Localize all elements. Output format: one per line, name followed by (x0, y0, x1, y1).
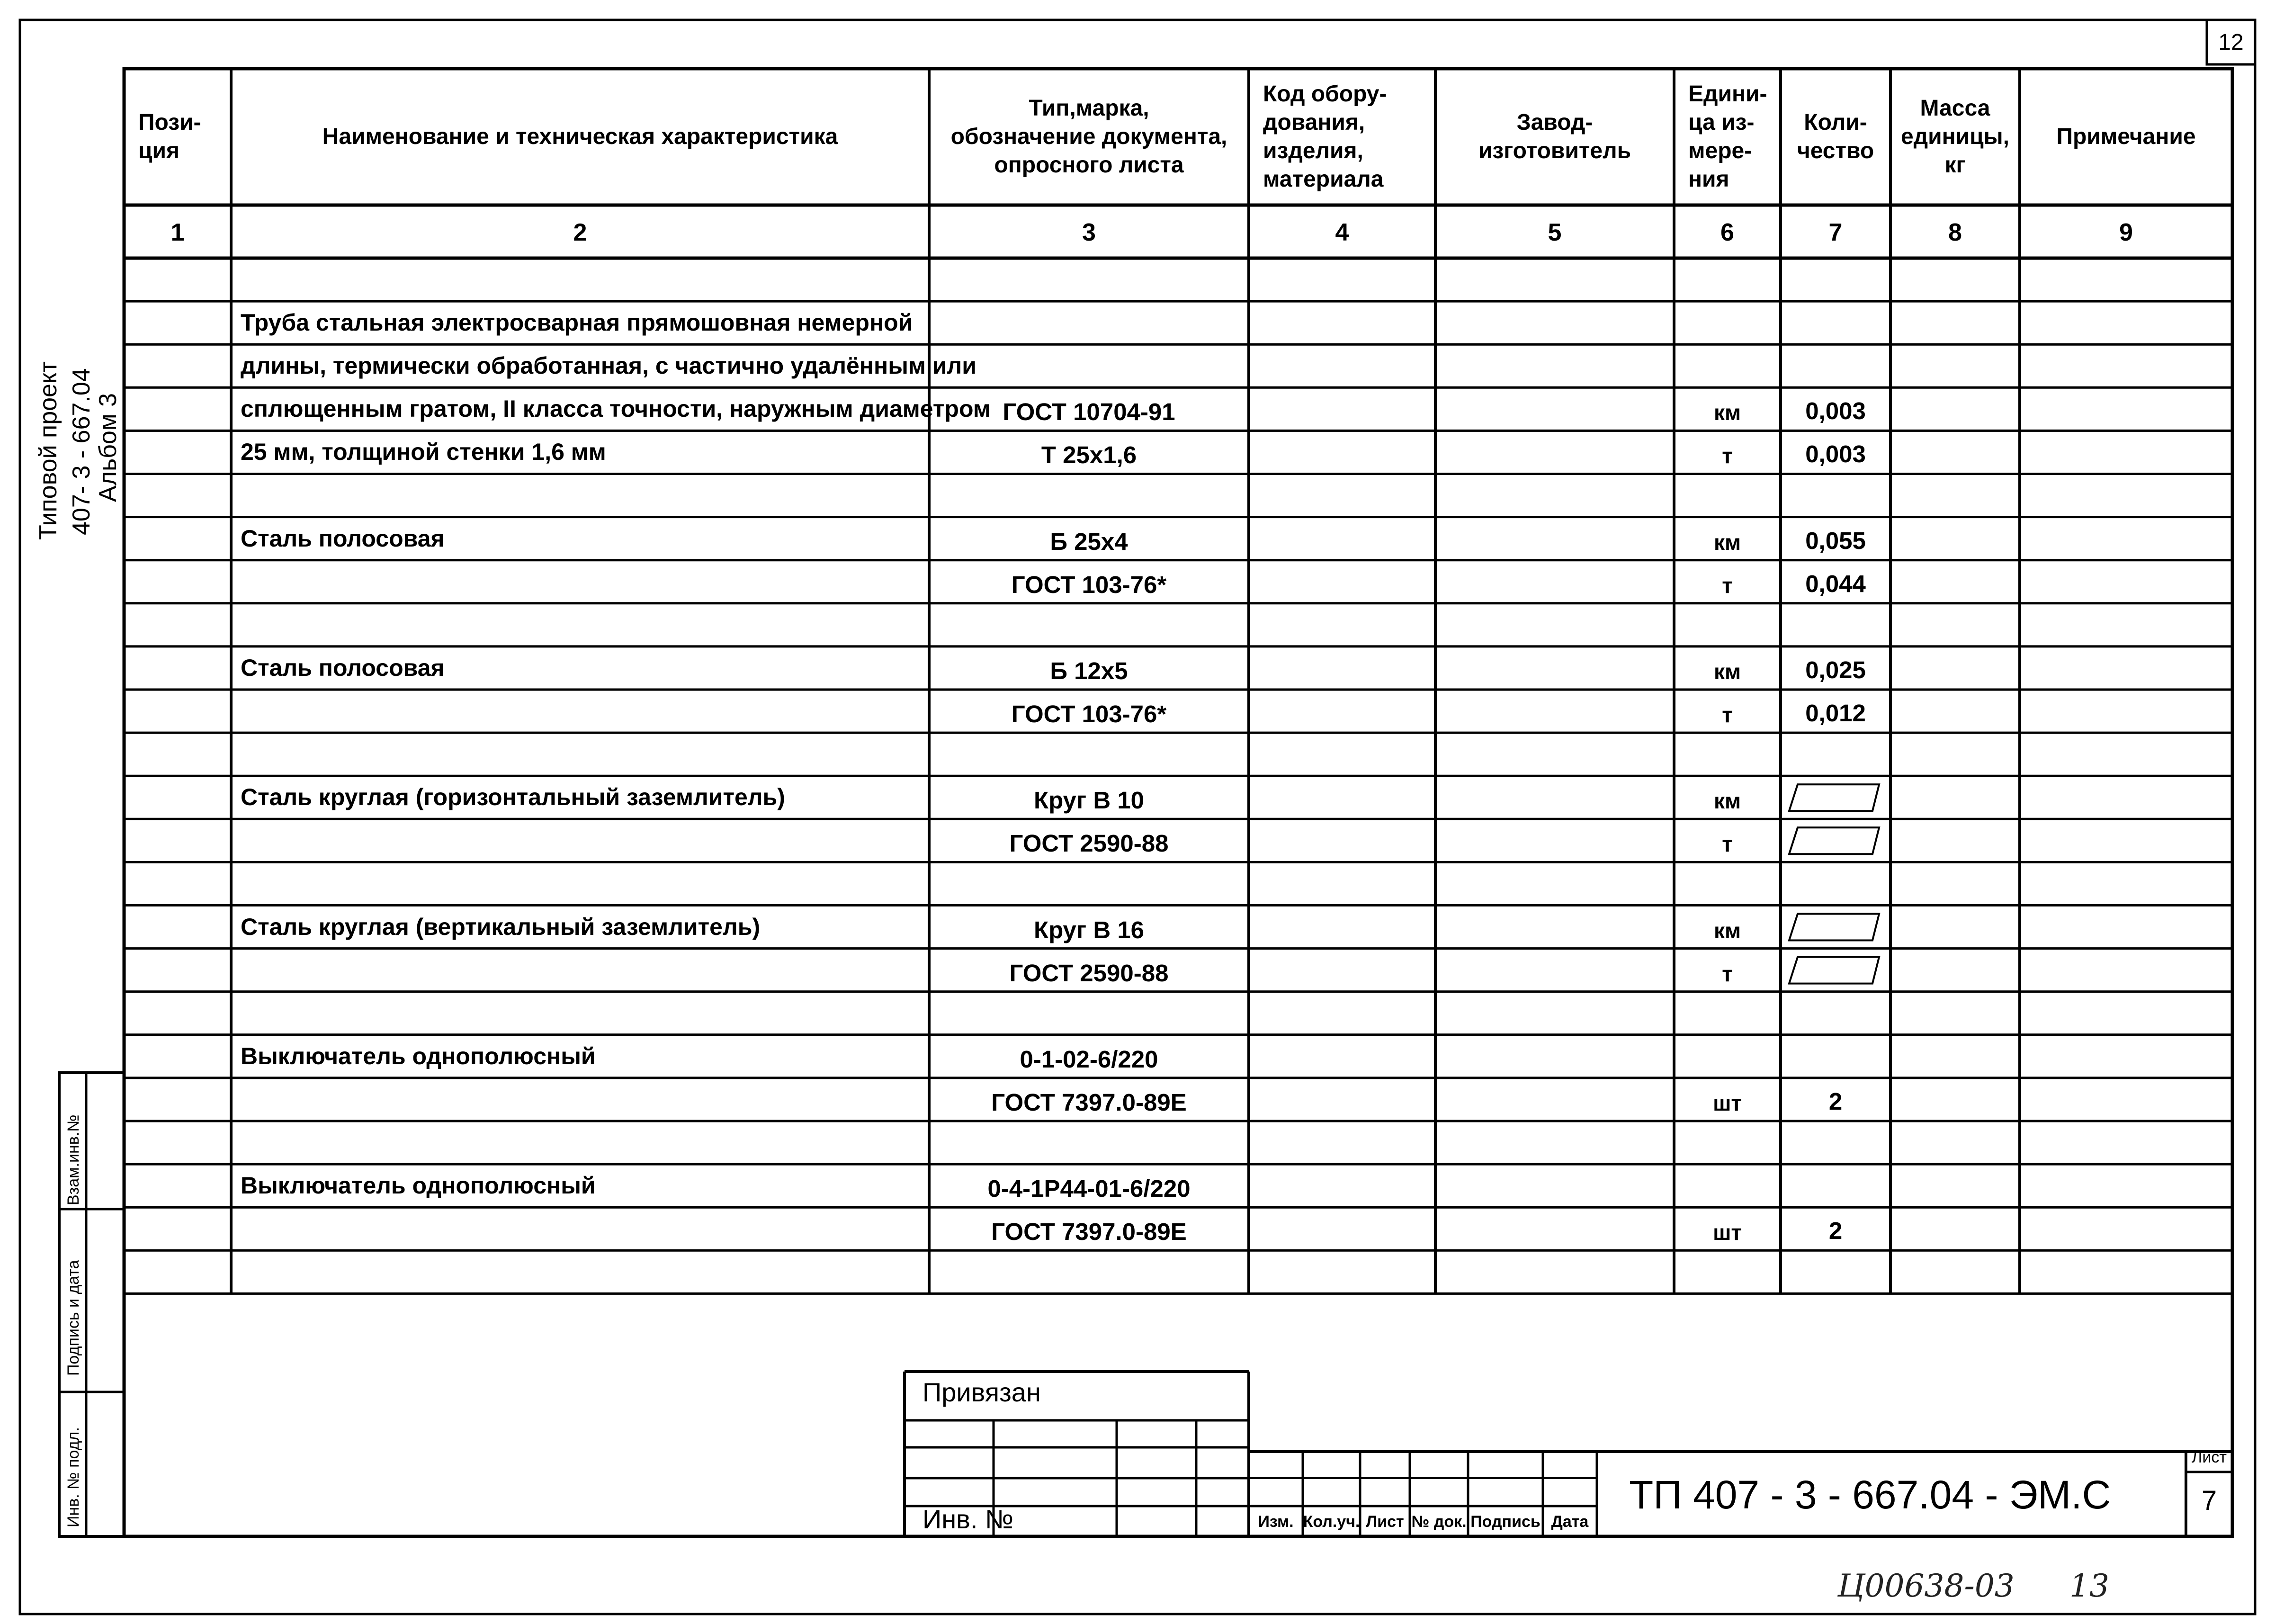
qty-empty-box (1789, 957, 1879, 984)
header-col-3: Тип,марка, обозначение документа, опросного листа (950, 96, 1227, 178)
row-qty: 0,012 (1805, 700, 1866, 727)
side-project-label-line2: 407- 3 - 667.04 (68, 368, 95, 535)
stamp-podpis-data: Подпись и дата (64, 1260, 82, 1376)
rev-label-5: Подпись (1470, 1513, 1541, 1531)
row-qty: 2 (1828, 1217, 1843, 1245)
header-col-5: Завод- изготовитель (1478, 110, 1631, 163)
column-number-4: 4 (1335, 219, 1349, 246)
row-type: 0-1-02-6/220 (1020, 1045, 1158, 1073)
column-number-5: 5 (1548, 219, 1562, 246)
row-name: длины, термически обработанная, с частично удалённым или (241, 352, 977, 379)
row-unit: т (1722, 832, 1733, 857)
row-type: ГОСТ 103-76* (1011, 571, 1167, 598)
rev-label-6: Дата (1551, 1513, 1589, 1531)
row-type: ГОСТ 2590-88 (1009, 830, 1169, 857)
rev-label-1: Изм. (1258, 1513, 1294, 1531)
stamp-vzam-inv: Взам.инв.№ (64, 1114, 82, 1205)
side-project-label-line1: Типовой проект (35, 361, 62, 540)
header-col-9: Примечание (2056, 124, 2196, 149)
list-number: 7 (2201, 1485, 2217, 1516)
qty-empty-box (1789, 827, 1879, 854)
row-unit: т (1722, 961, 1733, 986)
row-unit: шт (1713, 1220, 1742, 1245)
rev-label-2: Кол.уч. (1303, 1513, 1360, 1531)
row-unit: км (1713, 529, 1741, 555)
stamp-inv-podl: Инв. № подл. (64, 1427, 82, 1527)
column-number-1: 1 (170, 219, 185, 246)
row-qty: 0,055 (1805, 527, 1866, 554)
rev-label-3: Лист (1366, 1513, 1404, 1531)
row-qty: 2 (1828, 1087, 1843, 1115)
row-unit: т (1722, 443, 1733, 468)
header-col-2: Наименование и техническая характеристика (322, 124, 838, 149)
column-number-2: 2 (573, 219, 587, 246)
row-name: Сталь круглая (вертикальный заземлитель) (241, 913, 761, 940)
row-qty: 0,003 (1805, 397, 1866, 425)
row-type: Б 12х5 (1050, 657, 1128, 684)
row-name: 25 мм, толщиной стенки 1,6 мм (241, 439, 606, 466)
row-name: Выключатель однополюсный (241, 1042, 596, 1069)
row-qty: 0,044 (1805, 570, 1866, 597)
header-col-1: Пози- ция (138, 110, 201, 163)
qty-empty-box (1789, 784, 1879, 811)
row-unit: км (1713, 789, 1741, 814)
rev-label-4: № док. (1411, 1513, 1467, 1531)
header-col-6: Едини- ца из- мере- ния (1688, 81, 1767, 192)
handwritten-page: 13 (2069, 1568, 2109, 1604)
handwritten-code: Ц00638-03 (1837, 1568, 2015, 1604)
row-type: ГОСТ 2590-88 (1009, 959, 1169, 987)
row-name: Труба стальная электросварная прямошовная немерной (241, 309, 913, 336)
row-unit: км (1713, 400, 1741, 425)
row-unit: км (1713, 918, 1741, 943)
inv-no-label: Инв. № (923, 1504, 1014, 1534)
column-number-6: 6 (1720, 219, 1734, 246)
column-number-3: 3 (1082, 219, 1096, 246)
row-type: Круг В 16 (1033, 916, 1145, 943)
row-name: сплющенным гратом, II класса точности, наружным диаметром (241, 395, 991, 422)
column-number-8: 8 (1948, 219, 1962, 246)
list-label: Лист (2192, 1448, 2227, 1466)
row-unit: т (1722, 702, 1733, 727)
row-type: 0-4-1Р44-01-6/220 (987, 1175, 1191, 1202)
row-unit: км (1713, 659, 1741, 684)
document-designation: ТП 407 - 3 - 667.04 - ЭМ.С (1629, 1472, 2111, 1517)
row-type: Б 25х4 (1050, 528, 1128, 555)
row-name: Сталь полосовая (241, 654, 445, 681)
qty-empty-box (1789, 914, 1879, 941)
header-col-7: Коли- чество (1797, 110, 1874, 163)
row-type: ГОСТ 10704-91 (1003, 398, 1175, 426)
row-type: Т 25х1,6 (1041, 441, 1137, 469)
row-qty: 0,003 (1805, 440, 1866, 468)
row-type: ГОСТ 7397.0-89Е (991, 1218, 1187, 1246)
row-unit: т (1722, 573, 1733, 598)
side-project-label-line3: Альбом 3 (94, 393, 122, 502)
row-name: Сталь круглая (горизонтальный заземлитель) (241, 784, 785, 811)
header-col-8: Масса единицы, кг (1900, 96, 2009, 178)
row-qty: 0,025 (1805, 656, 1866, 683)
row-unit: шт (1713, 1090, 1742, 1115)
column-number-7: 7 (1828, 219, 1843, 246)
header-col-4: Код обору- дования, изделия, материала (1263, 81, 1387, 192)
row-type: ГОСТ 103-76* (1011, 700, 1167, 727)
row-name: Сталь полосовая (241, 525, 445, 552)
column-number-9: 9 (2119, 219, 2133, 246)
row-name: Выключатель однополюсный (241, 1172, 596, 1199)
privyazan-label: Привязан (923, 1377, 1041, 1407)
top-sheet-number: 12 (2218, 30, 2244, 55)
row-type: ГОСТ 7397.0-89Е (991, 1088, 1187, 1116)
row-type: Круг В 10 (1033, 787, 1145, 814)
